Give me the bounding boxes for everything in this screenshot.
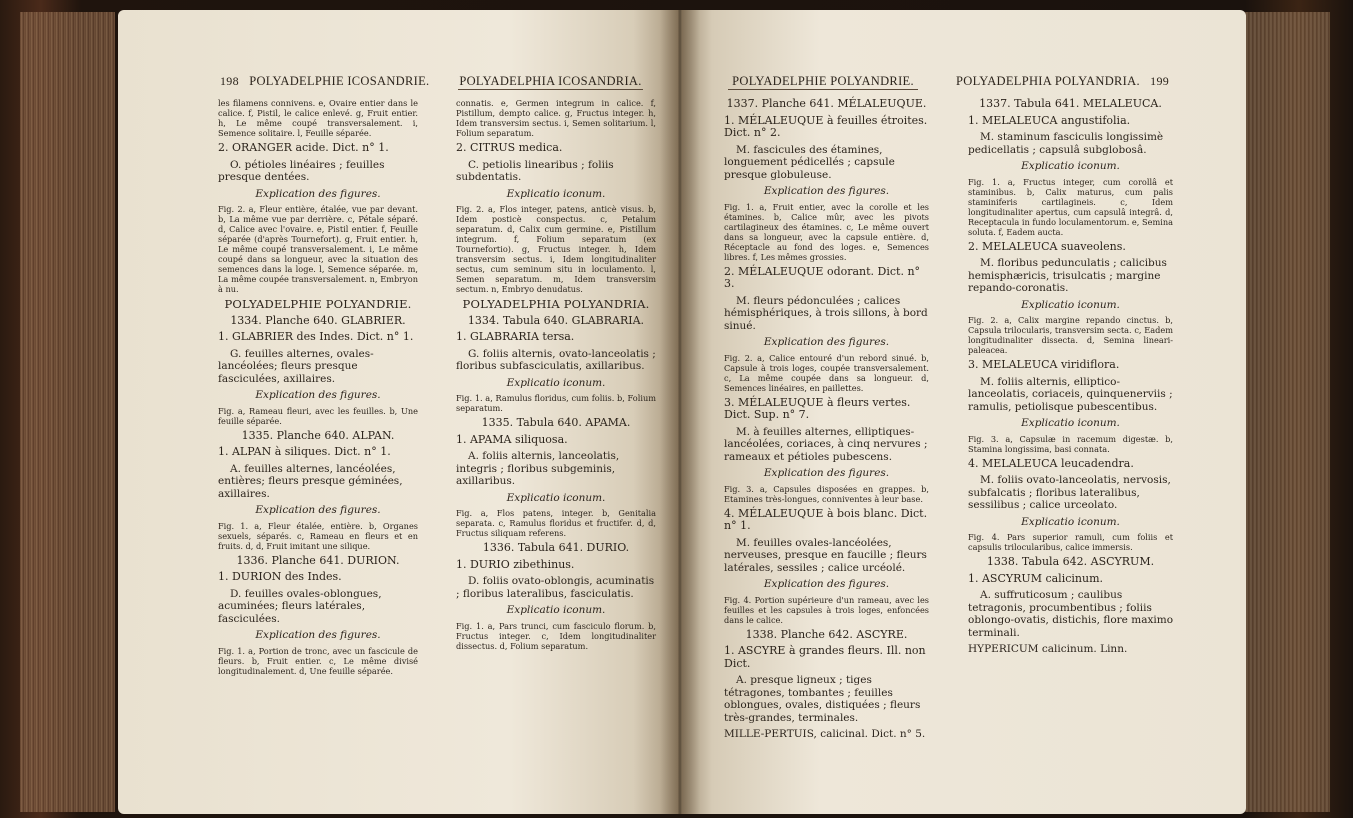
explanation-heading: Explication des figures.	[255, 629, 381, 641]
entry-description: M. à feuilles alternes, elliptiques-lancéolées, coriaces, à cinq nervures ; rameaux et pétioles pubescens.	[724, 425, 928, 463]
intro-text: connatis. e, Germen integrum in calice. f, Pistillum, dempto calice. g, Fructus integer. h, Idem transversim sectus. i, Semen solitarium. l, Folium separatum.	[456, 98, 656, 138]
plate-heading: 1336. Tabula 641. DURIO.	[482, 541, 630, 554]
plate-heading: 1338. Tabula 642. ASCYRUM.	[986, 555, 1155, 568]
page-number: 199	[1150, 74, 1170, 88]
entry-description: M. foliis alternis, elliptico-lanceolatis, coriaceis, quinquenerviis ; ramulis, petiolisque pubescentibus.	[968, 375, 1173, 413]
entry-title: 2. ORANGER acide. Dict. n° 1.	[218, 141, 389, 154]
explanation-heading: Explication des figures.	[763, 578, 890, 590]
entry-title: 3. MÉLALEUQUE à fleurs vertes. Dict. Sup. n° 7.	[724, 395, 911, 421]
explanation-heading: Explication des figures.	[255, 187, 381, 200]
entry-description: A. presque ligneux ; tiges tétragones, tombantes ; feuilles oblongues, ovales, distiquées ; fleurs très-grandes, terminales.	[724, 674, 921, 724]
plate-heading: 1336. Planche 641. DURION.	[236, 553, 400, 567]
entry-title: 1. APAMA siliquosa.	[456, 432, 568, 446]
figure-caption: Fig. 4. Pars superior ramuli, cum foliis et capsulis trilocularibus, calice immersis.	[968, 532, 1173, 552]
figure-caption: Fig. a, Rameau fleuri, avec les feuilles. b, Une feuille séparée.	[218, 405, 418, 426]
entry-title: 1. ASCYRE à grandes fleurs. Ill. non Dict.	[724, 644, 926, 670]
left-latin-column	[456, 98, 656, 655]
right-latin-column	[968, 98, 1173, 660]
entry-title: 2. MELALEUCA suaveolens.	[968, 239, 1126, 253]
figure-caption: Fig. 2. a, Flos integer, patens, anticè visus. b, Idem posticè conspectus. c, Petalum separatum. d, Calix cum germine. e, Pistillum integrum. f, Folium separatum (ex Tournefortio). g, Fructus integer. h, Idem transversim sectus. i, Idem longitudinaliter sectus, cum seminum situ in loculamento. l, Semen separatum. m, Idem transversim sectum. n, Embryo denudatus.	[456, 204, 656, 294]
entry-description: G. feuilles alternes, ovales-lancéolées; fleurs presque fasciculées, axillaires.	[218, 347, 374, 385]
figure-caption: Fig. 1. a, Portion de tronc, avec un fascicule de fleurs. b, Fruit entier. c, Le même divisé longitudinalement. d, Une feuille séparée.	[218, 645, 418, 676]
right-latin-header	[956, 74, 1169, 89]
entry-title: 1. ALPAN à siliques. Dict. n° 1.	[218, 445, 391, 458]
entry-title: 1. DURIO zibethinus.	[456, 557, 575, 571]
figure-caption: Fig. 2. a, Calice entouré d'un rebord sinué. b, Capsule à trois loges, coupée transversalement. c, La même coupée dans sa longueur. d, Semences linéaires, en paillettes.	[724, 352, 929, 393]
plate-heading: 1334. Planche 640. GLABRIER.	[230, 313, 406, 327]
explanation-heading: Explicatio iconum.	[1021, 160, 1120, 172]
figure-caption: Fig. 1. a, Ramulus floridus, cum foliis. b, Folium separatum.	[456, 393, 656, 413]
entry-description: A. suffruticosum ; caulibus tetragonis, procumbentibus ; foliis oblongo-ovatis, distichis, flore maximo terminali.	[968, 589, 1174, 639]
figure-caption: Fig. 1. a, Fruit entier, avec la corolle et les étamines. b, Calice mûr, avec les pivots cartilagineux des étamines. c, Le même ouvert dans sa longueur, avec la capsule entière. d, Réceptacle au fond des loges. e, Semences libres. f, Les mêmes grossies.	[724, 201, 929, 262]
entry-description: A. foliis alternis, lanceolatis, integris ; floribus subgeminis, axillaribus.	[456, 450, 620, 487]
entry-title: 1. MÉLALEUQUE à feuilles étroites. Dict. n° 2.	[724, 113, 928, 139]
plate-heading: 1337. Planche 641. MÉLALEUQUE.	[726, 97, 927, 110]
figure-caption: Fig. 1. a, Fructus integer, cum corollâ et staminibus. b, Calix maturus, cum palis staminiferis cartilagineis. c, Idem longitudinaliter apertus, cum capsulâ integrâ. d, Receptacula in fundo loculamentorum. e, Semina soluta. f, Eadem aucta.	[968, 176, 1173, 237]
plate-heading: 1338. Planche 642. ASCYRE.	[745, 627, 908, 641]
plate-heading: 1334. Tabula 640. GLABRARIA.	[467, 313, 645, 327]
entry-title: 1. DURION des Indes.	[218, 570, 342, 583]
explanation-heading: Explicatio iconum.	[506, 491, 606, 504]
figure-caption: Fig. a, Flos patens, integer. b, Genitalia separata. c, Ramulus floridus et fructifer. d, d, Fructus siliquam referens.	[456, 508, 656, 538]
right-french-column	[724, 98, 929, 745]
entry-title: 1. ASCYRUM calicinum.	[968, 571, 1103, 585]
entry-title: 3. MELALEUCA viridiflora.	[968, 358, 1120, 371]
entry-description: M. feuilles ovales-lancéolées, nerveuses, presque en faucille ; fleurs latérales, sessiles ; calice urcéolé.	[724, 536, 927, 574]
entry-description: C. petiolis linearibus ; foliis subdentatis.	[456, 158, 614, 183]
left-french-column	[218, 98, 418, 680]
right-page	[678, 10, 1246, 814]
page-number: 198	[220, 74, 239, 88]
entry-title: 4. MELALEUCA leucadendra.	[968, 456, 1134, 470]
running-title: POLYADELPHIE ICOSANDRIE.	[249, 74, 430, 88]
figure-caption: Fig. 3. a, Capsulæ in racemum digestæ. b, Stamina longissima, basi connata.	[968, 433, 1173, 454]
entry-description: M. staminum fasciculis longissimè pedicellatis ; capsulâ subglobosâ.	[968, 131, 1164, 156]
explanation-heading: Explicatio iconum.	[506, 187, 606, 200]
explanation-heading: Explicatio iconum.	[1021, 515, 1120, 528]
left-page-header	[220, 74, 429, 89]
section-heading: POLYADELPHIE POLYANDRIE.	[224, 297, 412, 311]
entry-description: M. floribus pedunculatis ; calicibus hemisphæricis, trisulcatis ; margine repando-coronatis.	[968, 257, 1167, 294]
entry-description: D. foliis ovato-oblongis, acuminatis ; floribus lateralibus, fasciculatis.	[456, 575, 655, 600]
explanation-heading: Explication des figures.	[255, 389, 381, 401]
figure-caption: Fig. 3. a, Capsules disposées en grappes. b, Etamines très-longues, conniventes à leur base.	[724, 483, 929, 504]
synonym-line: MILLE-PERTUIS, calicinal. Dict. n° 5.	[724, 728, 926, 740]
left-latin-header: POLYADELPHIA ICOSANDRIA.	[459, 74, 642, 88]
page-edges-right	[1245, 12, 1330, 812]
section-heading: POLYADELPHIA POLYANDRIA.	[462, 297, 650, 311]
entry-description: G. foliis alternis, ovato-lanceolatis ; floribus subfasciculatis, axillaribus.	[456, 347, 656, 372]
right-french-header: POLYADELPHIE POLYANDRIE.	[728, 74, 918, 90]
intro-text: les filamens connivens. e, Ovaire entier dans le calice. f, Pistil, le calice enlevé. g, Fruit entier. h, Le même coupé transversalement. i, Semence solitaire. l, Feuille séparée.	[218, 98, 418, 138]
plate-heading: 1335. Planche 640. ALPAN.	[241, 428, 395, 442]
explanation-heading: Explicatio iconum.	[1021, 298, 1120, 311]
entry-title: 1. GLABRIER des Indes. Dict. n° 1.	[218, 330, 414, 343]
synonym-line: HYPERICUM calicinum. Linn.	[968, 643, 1128, 655]
entry-description: M. fleurs pédonculées ; calices hémisphériques, à trois sillons, à bord sinué.	[724, 294, 928, 332]
explanation-heading: Explication des figures.	[763, 336, 890, 348]
entry-description: M. fascicules des étamines, longuement pédicellés ; capsule presque globuleuse.	[724, 143, 895, 181]
figure-caption: Fig. 4. Portion supérieure d'un rameau, avec les feuilles et les capsules à trois loges, enfoncées dans le calice.	[724, 594, 929, 625]
entry-description: D. feuilles ovales-oblongues, acuminées; fleurs latérales, fasciculées.	[218, 587, 382, 625]
explanation-heading: Explicatio iconum.	[506, 604, 606, 616]
running-title: POLYADELPHIA POLYANDRIA.	[956, 74, 1140, 88]
figure-caption: Fig. 2. a, Calix margine repando cinctus. b, Capsula trilocularis, transversim secta. c, Eadem longitudinaliter dissecta. d, Semina lineari-paleacea.	[968, 315, 1173, 355]
figure-caption: Fig. 1. a, Pars trunci, cum fasciculo florum. b, Fructus integer. c, Idem longitudinaliter dissectus. d, Folium separatum.	[456, 620, 656, 651]
page-edges-left	[20, 12, 115, 812]
explanation-heading: Explication des figures.	[763, 467, 890, 479]
entry-title: 1. MELALEUCA angustifolia.	[968, 113, 1131, 127]
entry-description: M. foliis ovato-lanceolatis, nervosis, subfalcatis ; floribus lateralibus, sessilibus ; calice urceolato.	[968, 474, 1171, 511]
explanation-heading: Explicatio iconum.	[506, 376, 606, 389]
figure-caption: Fig. 1. a, Fleur étalée, entière. b, Organes sexuels, séparés. c, Rameau en fleurs et en fruits. d, d, Fruit imitant une silique.	[218, 520, 418, 551]
explanation-heading: Explication des figures.	[255, 504, 381, 516]
plate-heading: 1335. Tabula 640. APAMA.	[481, 416, 631, 429]
entry-title: 2. CITRUS medica.	[456, 141, 563, 154]
book-gutter	[660, 10, 700, 814]
plate-heading: 1337. Tabula 641. MELALEUCA.	[979, 97, 1162, 110]
explanation-heading: Explicatio iconum.	[1021, 417, 1120, 429]
entry-title: 2. MÉLALEUQUE odorant. Dict. n° 3.	[724, 264, 921, 290]
entry-title: 1. GLABRARIA tersa.	[456, 330, 575, 343]
explanation-heading: Explication des figures.	[763, 185, 890, 197]
entry-description: O. pétioles linéaires ; feuilles presque dentées.	[218, 158, 385, 183]
left-page	[118, 10, 678, 814]
entry-title: 4. MÉLALEUQUE à bois blanc. Dict. n° 1.	[724, 506, 928, 532]
figure-caption: Fig. 2. a, Fleur entière, étalée, vue par devant. b, La même vue par derrière. c, Pétale séparé. d, Calice avec l'ovaire. e, Pistil entier. f, Feuille séparée (d'après Tournefort). g, Fruit entier. h, Le même coupé transversalement. i, Le même coupé dans sa longueur, avec la situation des semences dans la loge. l, Semence séparée. m, La même coupée transversalement. n, Embryon à nu.	[218, 204, 418, 294]
entry-description: A. feuilles alternes, lancéolées, entières; fleurs presque géminées, axillaires.	[218, 462, 403, 500]
